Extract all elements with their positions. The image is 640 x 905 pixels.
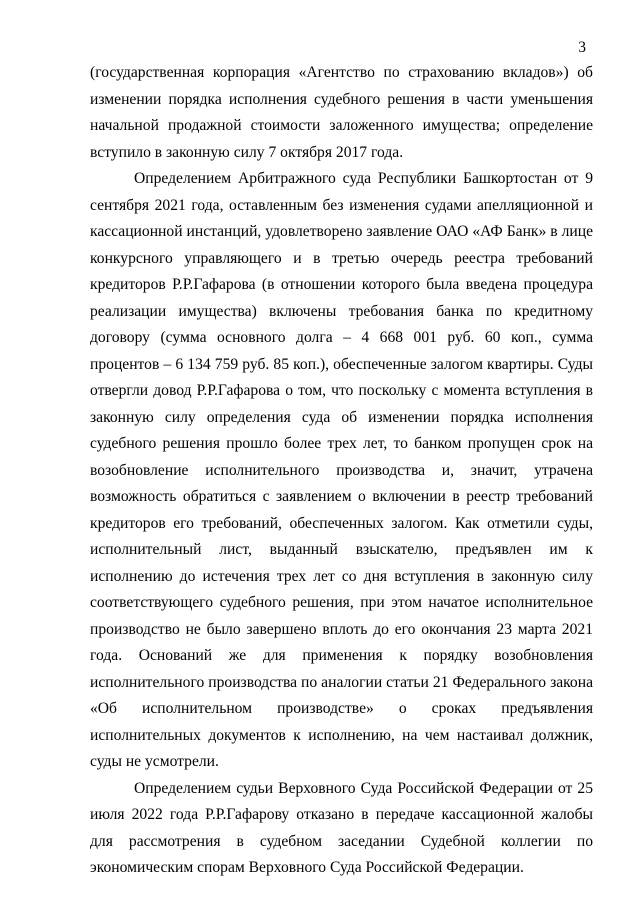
- document-body: [90, 60, 593, 882]
- page-number: 3: [578, 39, 586, 56]
- paragraph-arbitration-ruling: Определением Арбитражного суда Республики Башкортостан от 9 сентября 2021 года, оставленным без изменения судами апелляционной и кассационной инстанций, удовлетворено заявление ОАО «АФ Банк» в лице конкурсного управляющего и в третью очередь реестра требований кредиторов Р.Р.Гафарова (в отношении которого была введена процедура реализации имущества) включены требования банка по кредитному договору (сумма основного долга – 4 668 001 руб. 60 коп., сумма процентов – 6 134 759 руб. 85 коп.), обеспеченные залогом квартиры. Суды отвергли довод Р.Р.Гафарова о том, что поскольку с момента вступления в законную силу определения суда об изменении порядка исполнения судебного решения прошло более трех лет, то банком пропущен срок на возобновление исполнительного производства и, значит, утрачена возможность обратиться с заявлением о включении в реестр требований кредиторов его требований, обеспеченных залогом. Как отметили суды, исполнительный лист, выданный взыскателю, предъявлен им к исполнению до истечения трех лет со дня вступления в законную силу соответствующего судебного решения, при этом начатое исполнительное производство не было завершено вплоть до его окончания 23 марта 2021 года. Оснований же для применения к порядку возобновления исполнительного производства по аналогии статьи 21 Федерального закона «Об исполнительном производстве» о сроках предъявления исполнительных документов к исполнению, на чем настаивал должник, суды не усмотрели.: [90, 170, 593, 770]
- paragraph-supreme-court-ruling: Определением судьи Верховного Суда Российской Федерации от 25 июля 2022 года Р.Р.Гафарову отказано в передаче кассационной жалобы для рассмотрения в судебном заседании Судебной коллегии по экономическим спорам Верховного Суда Российской Федерации.: [90, 779, 593, 876]
- paragraph-continuation: (государственная корпорация «Агентство по страхованию вкладов») об изменении порядка исполнения судебного решения в части уменьшения начальной продажной стоимости заложенного имущества; определение вступило в законную силу 7 октября 2017 года.: [90, 64, 593, 161]
